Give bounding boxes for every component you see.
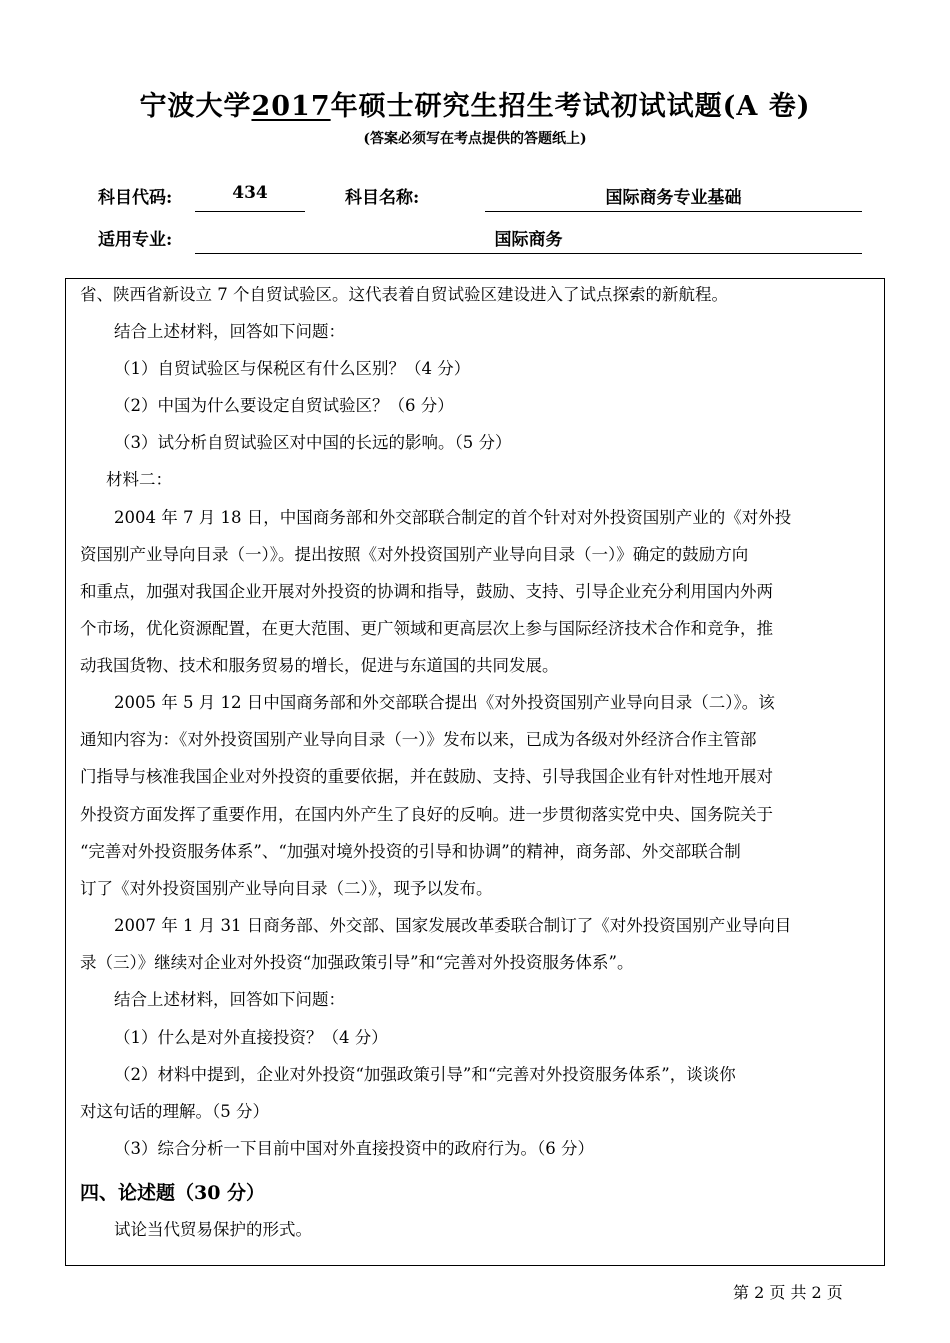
title-suffix: 年硕士研究生招生考试初试试题(A 卷) (330, 91, 811, 122)
text-line: 门指导与核准我国企业对外投资的重要依据，并在鼓励、支持、引导我国企业有针对性地开展对 (80, 767, 773, 786)
text-line: 动我国货物、技术和服务贸易的增长，促进与东道国的共同发展。 (80, 656, 559, 675)
section-heading: 四、论述题（30 分） (80, 1182, 266, 1204)
text-line: “完善对外投资服务体系”、“加强对境外投资的引导和协调”的精神，商务部、外交部联合制 (80, 842, 741, 861)
subject-code-value: 434 (232, 183, 268, 203)
text-line: 2005 年 5 月 12 日中国商务部和外交部联合提出《对外投资国别产业导向目录（二）》。该 (114, 693, 775, 712)
text-line: 结合上述材料，回答如下问题： (114, 322, 345, 341)
major-value: 国际商务 (494, 230, 563, 250)
material-heading: 材料二： (106, 470, 172, 489)
essay-question: 试论当代贸易保护的形式。 (114, 1220, 312, 1239)
question-item: （3）综合分析一下目前中国对外直接投资中的政府行为。（6 分） (114, 1139, 594, 1158)
text-line: 对这句话的理解。（5 分） (80, 1102, 269, 1121)
question-item: （2）中国为什么要设定自贸试验区？（6 分） (114, 396, 454, 415)
text-line: 2007 年 1 月 31 日商务部、外交部、国家发展改革委联合制订了《对外投资国别产业导向目 (114, 916, 792, 935)
question-item: （3）试分析自贸试验区对中国的长远的影响。（5 分） (114, 433, 512, 452)
text-line: 通知内容为：《对外投资国别产业导向目录（一）》发布以来，已成为各级对外经济合作主管部 (80, 730, 757, 749)
text-line: 省、陕西省新设立 7 个自贸试验区。这代表着自贸试验区建设进入了试点探索的新航程。 (80, 285, 728, 304)
title-prefix: 宁波大学 (139, 91, 252, 122)
subject-name-value: 国际商务专业基础 (605, 188, 742, 208)
question-item: （1）自贸试验区与保税区有什么区别？（4 分） (114, 359, 471, 378)
subject-name-underline (485, 211, 862, 212)
question-item: （2）材料中提到，企业对外投资“加强政策引导”和“完善对外投资服务体系”，谈谈你 (114, 1065, 736, 1084)
exam-title (0, 84, 950, 123)
question-item: （1）什么是对外直接投资？（4 分） (114, 1028, 388, 1047)
subject-name-label: 科目名称: (345, 188, 420, 208)
text-line: 外投资方面发挥了重要作用，在国内外产生了良好的反响。进一步贯彻落实党中央、国务院关于 (80, 805, 773, 824)
text-line: 订了《对外投资国别产业导向目录（二）》，现予以发布。 (80, 879, 493, 898)
subject-code-underline (195, 211, 305, 212)
text-line: 录（三）》继续对企业对外投资“加强政策引导”和“完善对外投资服务体系”。 (80, 953, 634, 972)
page-number: 第 2 页 共 2 页 (733, 1283, 843, 1302)
text-line: 资国别产业导向目录（一）》。提出按照《对外投资国别产业导向目录（一）》确定的鼓励方向 (80, 545, 749, 564)
text-line: 2004 年 7 月 18 日，中国商务部和外交部联合制定的首个针对对外投资国别产业的《对外投 (114, 508, 792, 527)
exam-subtitle: (答案必须写在考点提供的答题纸上) (363, 131, 587, 147)
major-underline (195, 253, 862, 254)
subject-code-label: 科目代码: (98, 188, 173, 208)
text-line: 结合上述材料，回答如下问题： (114, 990, 345, 1009)
major-label: 适用专业: (98, 230, 173, 250)
text-line: 和重点，加强对我国企业开展对外投资的协调和指导，鼓励、支持、引导企业充分利用国内外两 (80, 582, 773, 601)
title-year: 2017 (251, 91, 331, 122)
text-line: 个市场，优化资源配置，在更大范围、更广领域和更高层次上参与国际经济技术合作和竞争，推 (80, 619, 773, 638)
